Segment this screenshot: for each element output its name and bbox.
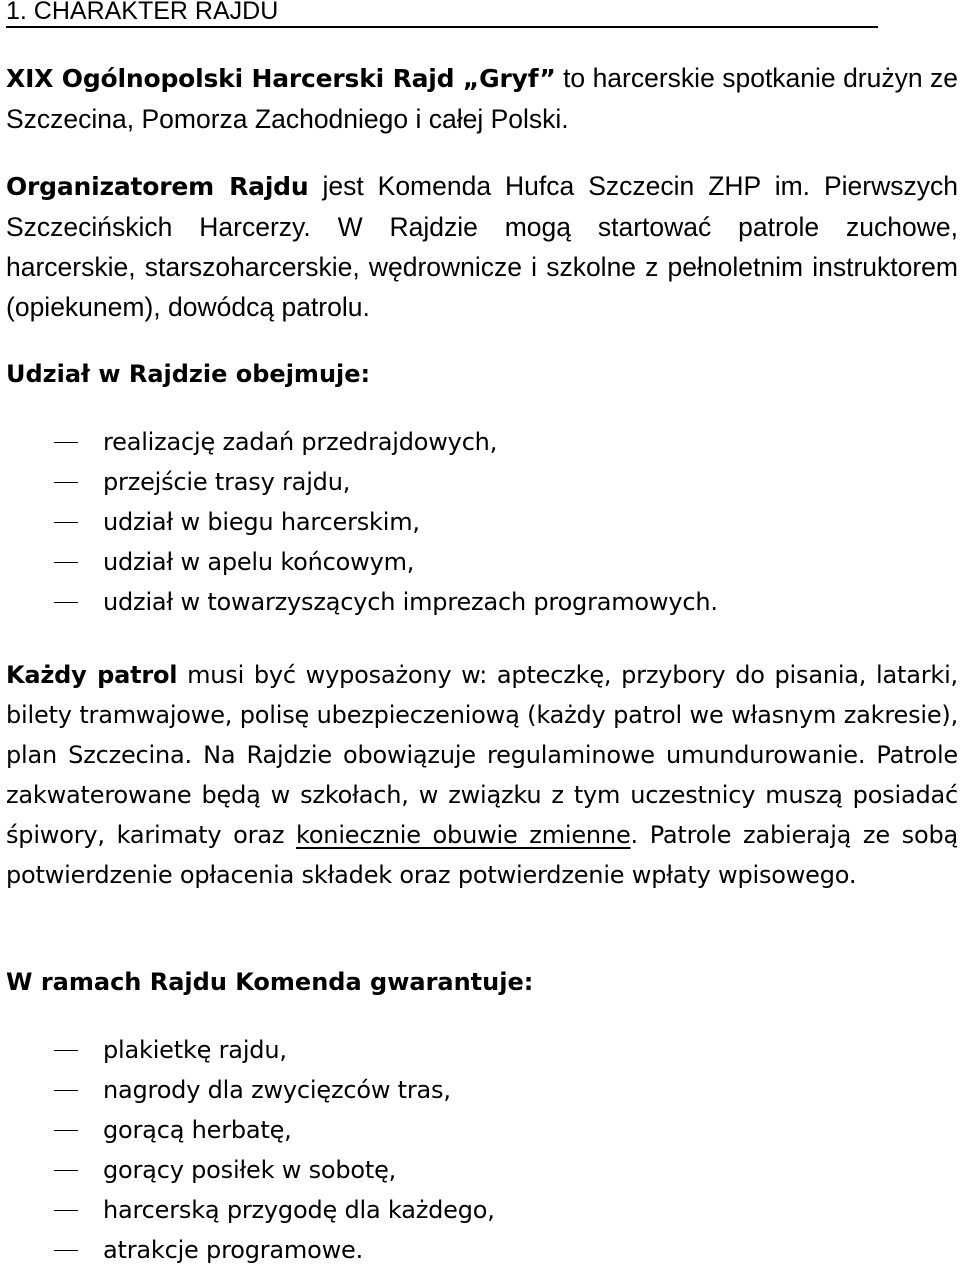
rally-name: XIX Ogólnopolski Harcerski Rajd „Gryf” bbox=[6, 64, 556, 93]
dash-bullet-icon bbox=[54, 522, 78, 523]
list-item: udział w biegu harcerskim, bbox=[6, 502, 958, 542]
list-item: przejście trasy rajdu, bbox=[6, 462, 958, 502]
dash-bullet-icon bbox=[54, 602, 78, 603]
list-item: atrakcje programowe. bbox=[6, 1230, 958, 1270]
organizer-text: jest Komenda Hufca Szczecin ZHP im. Pierwszych Szczecińskich Harcerzy. W Rajdzie mogą startować patrole zuchowe, harcerskie, starszoharcerskie, wędrownicze i szkolne z pełnoletnim instruktorem (opiekunem), dowódcą patrolu. bbox=[6, 171, 958, 322]
dash-bullet-icon bbox=[54, 1250, 78, 1251]
list-item: plakietkę rajdu, bbox=[6, 1030, 958, 1070]
section-title: 1. CHARAKTER RAJDU bbox=[6, 0, 878, 28]
dash-bullet-icon bbox=[54, 1090, 78, 1091]
dash-bullet-icon bbox=[54, 442, 78, 443]
dash-bullet-icon bbox=[54, 1130, 78, 1131]
dash-bullet-icon bbox=[54, 1050, 78, 1051]
organizer-paragraph bbox=[6, 166, 958, 327]
list-item: udział w towarzyszących imprezach programowych. bbox=[6, 582, 958, 622]
guarantees-list bbox=[6, 1030, 958, 1270]
dash-bullet-icon bbox=[54, 482, 78, 483]
equipment-text-1: musi być wyposażony w: apteczkę, przybory do pisania, latarki, bilety tramwajowe, polisę ubezpieczeniową (każdy patrol we własnym zakresie), plan Szczecina. Na Rajdzie obowiązuje regulaminowe umundurowanie. Patrole zakwaterowane będą w szkołach, w związku z tym uczestnicy muszą posiadać śpiwory, karimaty oraz bbox=[6, 661, 958, 849]
intro-text: to harcerskie spotkanie drużyn ze Szczecina, Pomorza Zachodniego i całej Polski. bbox=[6, 63, 959, 134]
dash-bullet-icon bbox=[54, 562, 78, 563]
intro-paragraph bbox=[6, 58, 958, 139]
list-item: udział w apelu końcowym, bbox=[6, 542, 958, 582]
organizer-label: Organizatorem Rajdu bbox=[6, 172, 309, 201]
dash-bullet-icon bbox=[54, 1170, 78, 1171]
participation-heading: Udział w Rajdzie obejmuje: bbox=[6, 360, 371, 388]
list-item: realizację zadań przedrajdowych, bbox=[6, 422, 958, 462]
list-item: nagrody dla zwycięzców tras, bbox=[6, 1070, 958, 1110]
equipment-label: Każdy patrol bbox=[6, 661, 178, 689]
list-item: gorący posiłek w sobotę, bbox=[6, 1150, 958, 1190]
equipment-paragraph bbox=[6, 655, 958, 895]
equipment-text-2: . Patrole zabierają ze sobą potwierdzenie opłacenia składek oraz potwierdzenie wpłaty wpisowego. bbox=[6, 821, 958, 889]
list-item: gorącą herbatę, bbox=[6, 1110, 958, 1150]
equipment-underlined: koniecznie obuwie zmienne bbox=[295, 821, 631, 849]
dash-bullet-icon bbox=[54, 1210, 78, 1211]
list-item: harcerską przygodę dla każdego, bbox=[6, 1190, 958, 1230]
guarantees-heading: W ramach Rajdu Komenda gwarantuje: bbox=[6, 968, 534, 996]
participation-list bbox=[6, 422, 958, 622]
